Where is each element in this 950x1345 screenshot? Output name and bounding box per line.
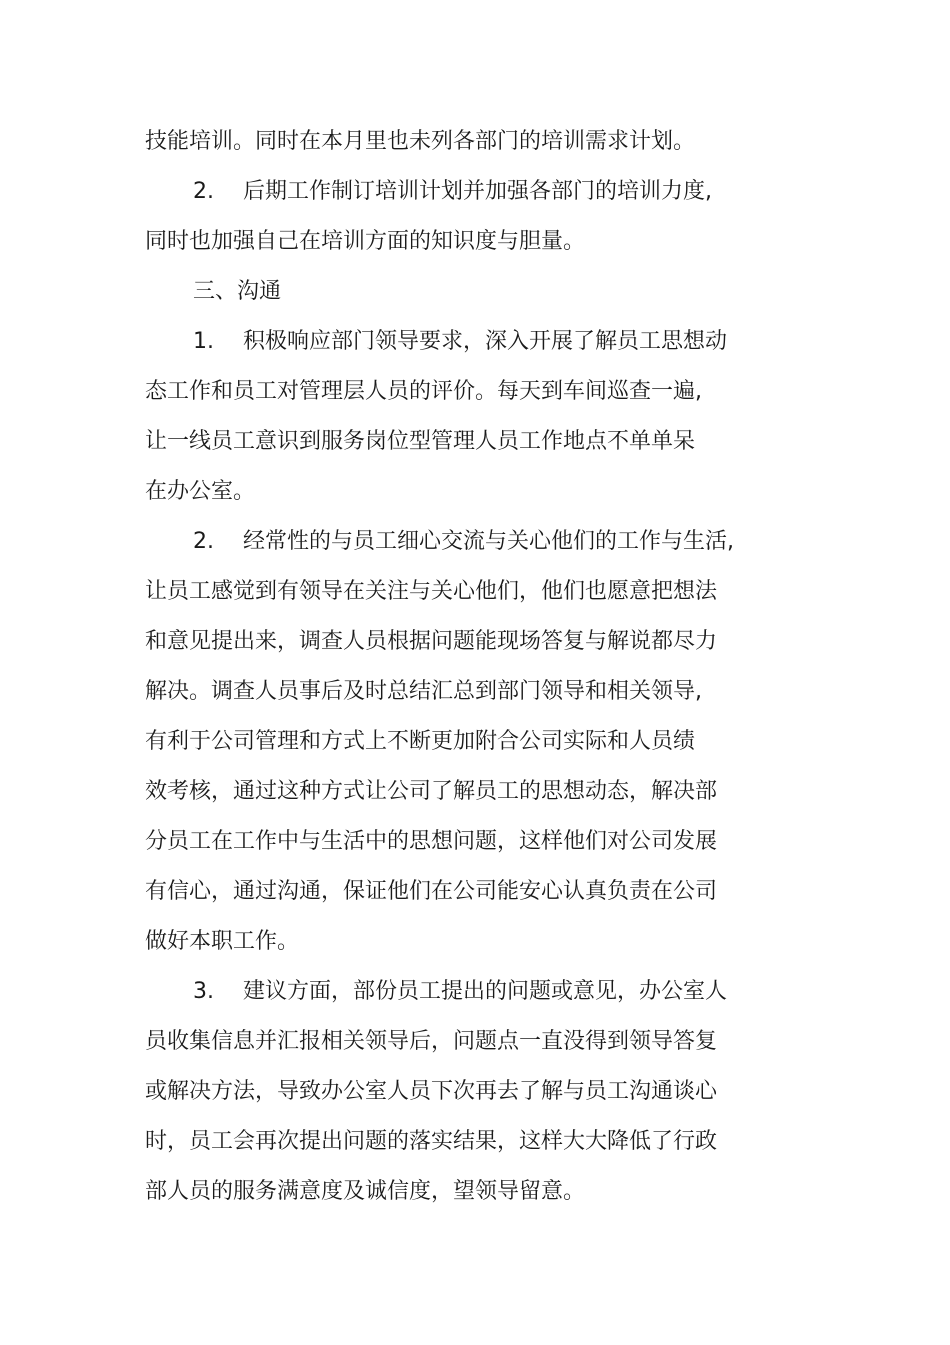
- paragraph-text: 经常性的与员工细心交流与关心他们的工作与生活,: [243, 529, 734, 554]
- numbered-paragraph-line: [193, 527, 734, 557]
- numbered-paragraph-line: [193, 977, 727, 1007]
- paragraph-line: 分员工在工作中与生活中的思想问题，这样他们对公司发展: [145, 829, 718, 854]
- paragraph-line: 效考核，通过这种方式让公司了解员工的思想动态，解决部: [145, 779, 718, 804]
- paragraph-line: 让一线员工意识到服务岗位型管理人员工作地点不单单呆: [145, 429, 696, 454]
- paragraph-line: 有利于公司管理和方式上不断更加附合公司实际和人员绩: [145, 729, 696, 754]
- paragraph-line: 在办公室。: [145, 479, 256, 504]
- paragraph-line: 时，员工会再次提出问题的落实结果，这样大大降低了行政: [145, 1129, 718, 1154]
- item-number: 2.: [193, 179, 214, 204]
- paragraph-line: 解决。调查人员事后及时总结汇总到部门领导和相关领导,: [145, 679, 702, 704]
- item-number: 1.: [193, 329, 214, 354]
- paragraph-line: 和意见提出来，调查人员根据问题能现场答复与解说都尽力: [145, 629, 718, 654]
- paragraph-line: 技能培训。同时在本月里也未列各部门的培训需求计划。: [145, 129, 696, 154]
- item-number: 3.: [193, 979, 214, 1004]
- numbered-paragraph-line: [193, 177, 712, 207]
- paragraph-line: 态工作和员工对管理层人员的评价。每天到车间巡查一遍,: [145, 379, 702, 404]
- paragraph-text: 后期工作制订培训计划并加强各部门的培训力度,: [243, 179, 712, 204]
- numbered-paragraph-line: [193, 327, 727, 357]
- paragraph-line: 有信心，通过沟通，保证他们在公司能安心认真负责在公司: [145, 879, 718, 904]
- paragraph-line: 做好本职工作。: [145, 929, 300, 954]
- paragraph-line: 同时也加强自己在培训方面的知识度与胆量。: [145, 229, 586, 254]
- paragraph-text: 积极响应部门领导要求，深入开展了解员工思想动: [243, 329, 728, 354]
- item-number: 2.: [193, 529, 214, 554]
- paragraph-line: 让员工感觉到有领导在关注与关心他们，他们也愿意把想法: [145, 579, 718, 604]
- paragraph-text: 建议方面，部份员工提出的问题或意见，办公室人: [243, 979, 728, 1004]
- paragraph-line: 员收集信息并汇报相关领导后，问题点一直没得到领导答复: [145, 1029, 718, 1054]
- paragraph-line: 部人员的服务满意度及诚信度，望领导留意。: [145, 1179, 586, 1204]
- section-heading: 三、沟通: [193, 279, 282, 304]
- paragraph-line: 或解决方法，导致办公室人员下次再去了解与员工沟通谈心: [145, 1079, 718, 1104]
